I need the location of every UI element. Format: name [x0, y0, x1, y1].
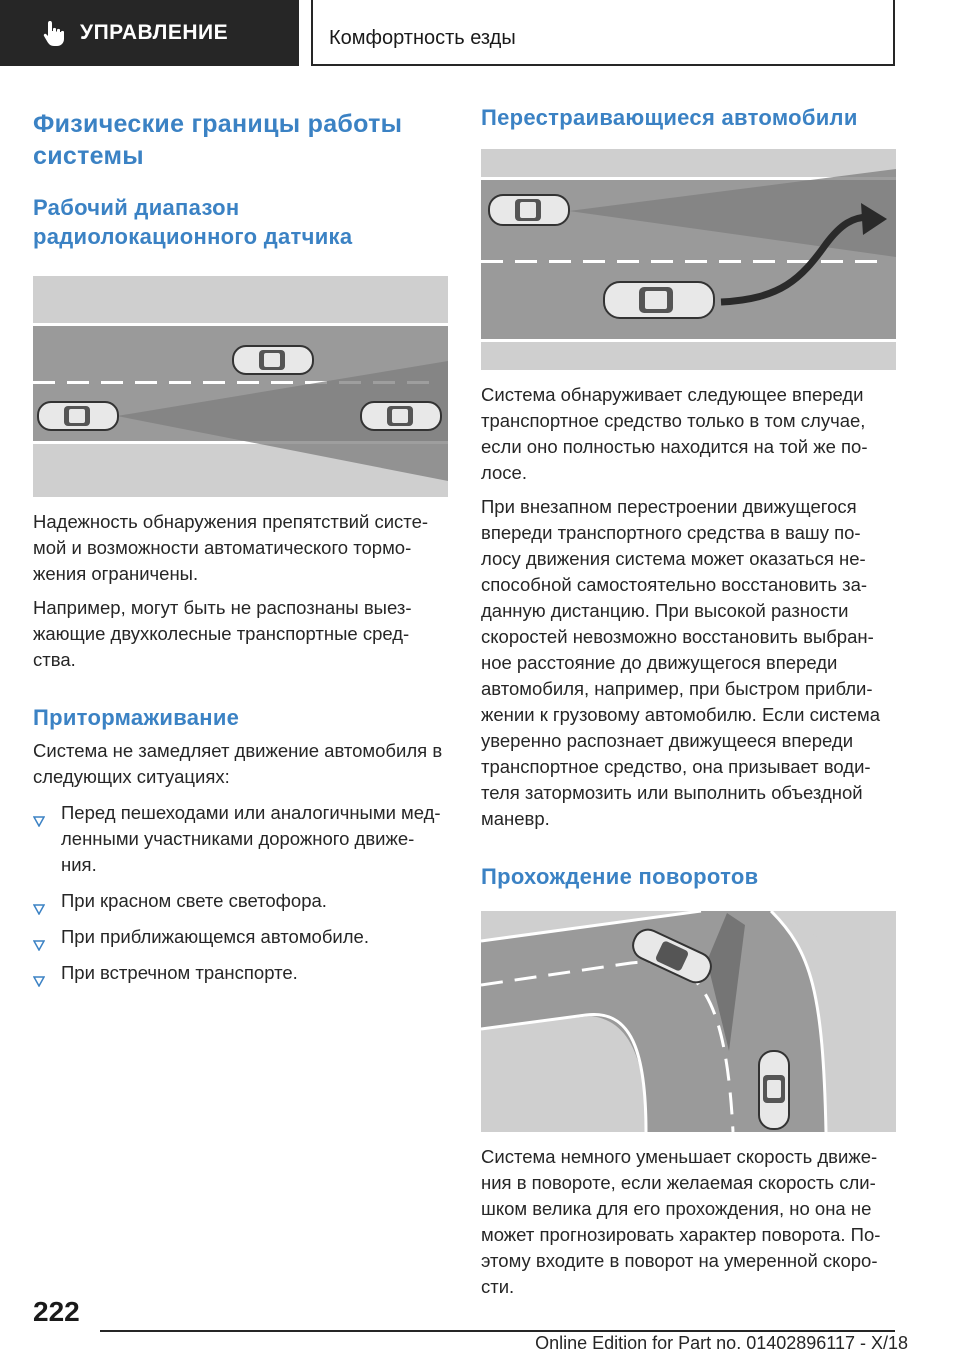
braking-title: Притормаживание — [33, 705, 240, 730]
lane-detection-paragraph: Система обнаруживает следующее впереди транспортное средство только в том случае, если оно полностью находится на той же по-лосе. — [481, 384, 868, 483]
braking-list — [33, 800, 448, 986]
section-tab — [0, 0, 299, 66]
triangle-bullet-icon — [33, 932, 45, 958]
footer-divider — [100, 1330, 895, 1332]
reliability-paragraph: Надежность обнаружения препятствий систе-мой и возможности автоматического тормо-жения ограничены. — [33, 511, 429, 584]
triangle-bullet-icon — [33, 896, 45, 922]
own-car-icon — [38, 402, 118, 430]
sudden-merge-paragraph: При внезапном перестроении движущегося впереди транспортного средства в вашу по-лосу движения система может оказаться не-способной самостоятельно восстановить за-данную дистанцию. При высокой разности скоростей невозможно восстановить выбран-ное расстояние до движущегося впереди автомобиля, например, при быстром прибли-жении к грузовому автомобилю. Если система уверенно распознает движущееся впереди транспортное средство, она призывает води-теля затормозить или выполнить объездной маневр. — [481, 496, 880, 829]
car-ahead-icon — [233, 346, 313, 374]
own-car-icon — [489, 195, 569, 225]
list-item: При приближающемся автомобиле. — [33, 924, 448, 950]
radar-range-figure — [33, 276, 448, 497]
edition-note: Online Edition for Part no. 01402896117 - X/18 — [535, 1333, 908, 1353]
car-in-curve-icon — [759, 1051, 789, 1129]
lane-change-figure — [481, 149, 896, 370]
triangle-bullet-icon — [33, 808, 45, 834]
two-wheelers-paragraph: Например, могут быть не распознаны выез-жающие двухколесные транспортные сред-ства. — [33, 597, 412, 670]
radar-range-title: Рабочий диапазон радиолокационного датчика — [33, 195, 353, 249]
chapter-header — [311, 0, 895, 66]
section-title: Физические границы работы системы — [33, 110, 403, 170]
list-item: При встречном транспорте. — [33, 960, 448, 986]
lane-change-title: Перестраивающиеся автомобили — [481, 105, 858, 130]
merging-car-icon — [604, 282, 714, 318]
curve-speed-paragraph: Система немного уменьшает скорость движе-ния в повороте, если желаемая скорость сли-шком велика для его прохождения, но она не может прогнозировать характер поворота. По-этому входите в поворот на умеренной скоро-сти. — [481, 1146, 881, 1297]
left-column — [33, 100, 448, 986]
braking-intro: Система не замедляет движение автомобиля в следующих ситуациях: — [33, 740, 443, 787]
chapter-title: Комфортность езды — [329, 27, 516, 49]
curves-title: Прохождение поворотов — [481, 864, 759, 889]
section-label: УПРАВЛЕНИЕ — [80, 21, 229, 44]
page-number: 222 — [33, 1296, 80, 1327]
triangle-bullet-icon — [33, 968, 45, 994]
list-item: При красном свете светофора. — [33, 888, 448, 914]
curve-figure — [481, 911, 896, 1132]
car-in-lane-icon — [361, 402, 441, 430]
hand-pointer-icon — [36, 15, 72, 51]
list-item: Перед пешеходами или аналогичными мед-ленными участниками дорожного движе-ния. — [33, 800, 448, 878]
right-column — [481, 100, 896, 1300]
